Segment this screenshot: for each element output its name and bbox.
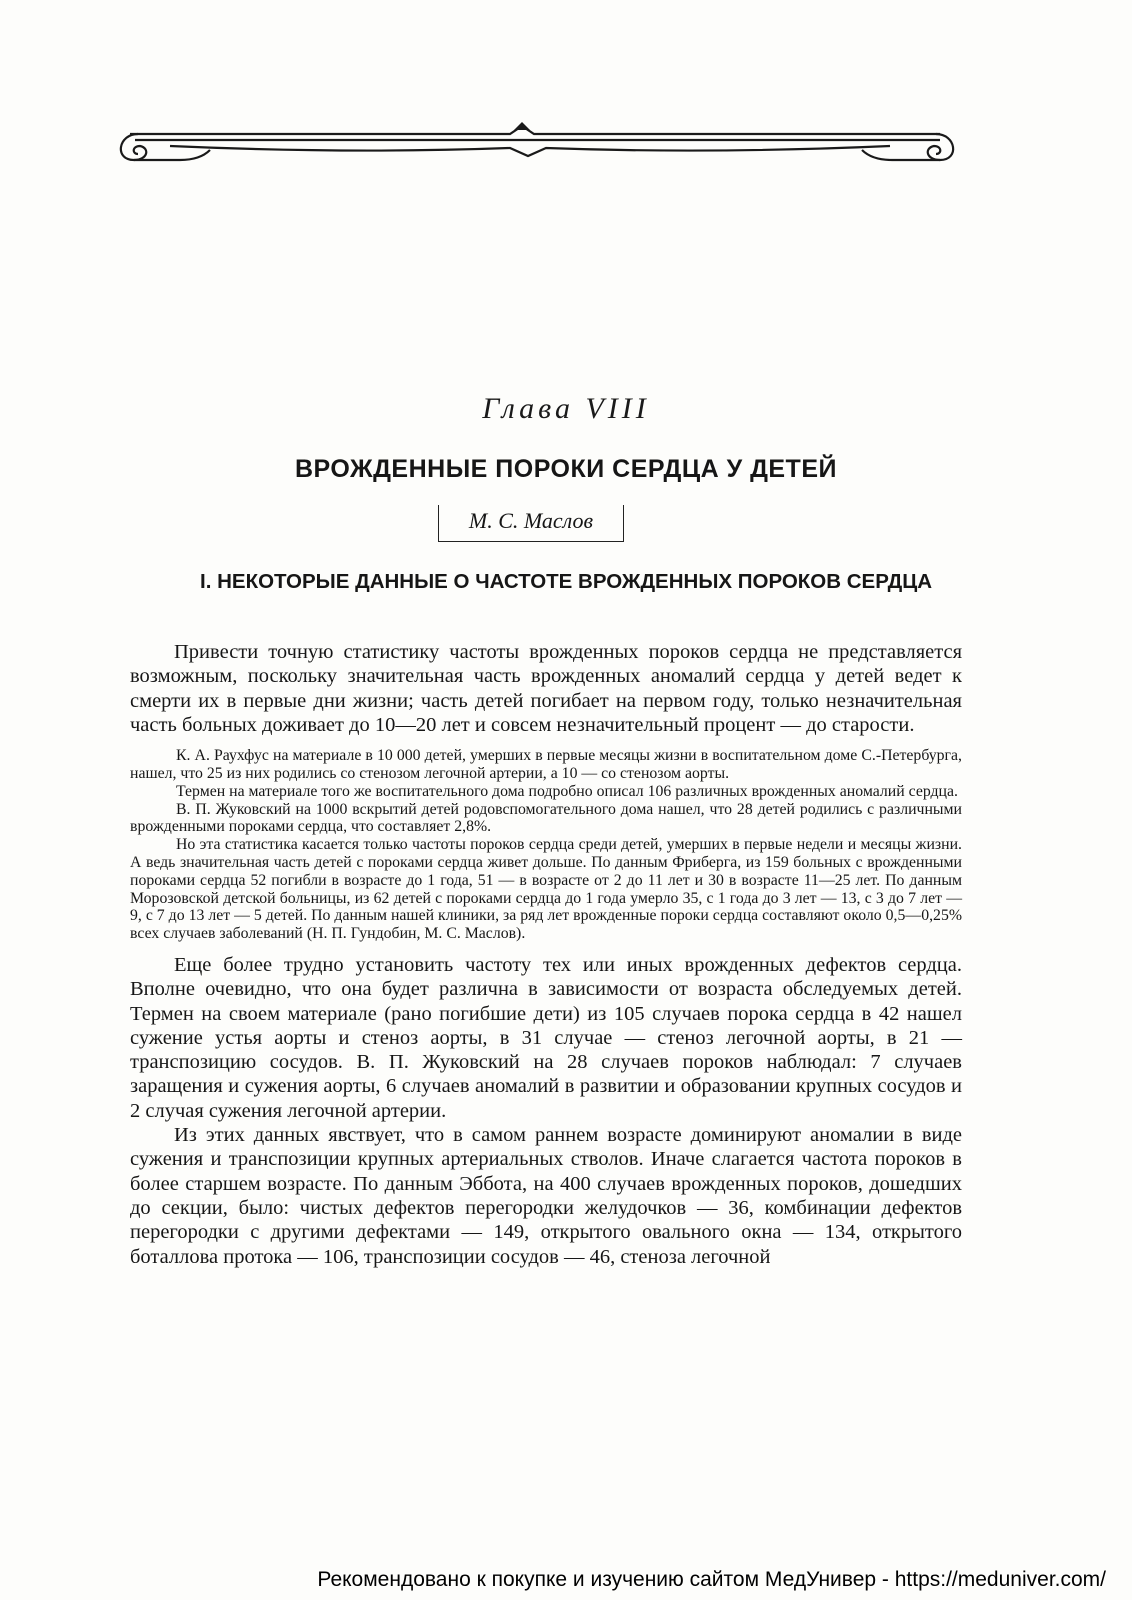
paragraph-2: Еще более трудно установить частоту тех или иных врожденных дефектов сердца. Вполне очевидно, что она будет различна в зависимости от возраста обследуемых детей. Термен на своем материале (рано погибшие дети) из 105 случаев порока сердца в 42 нашел сужение устья аорты и стеноз аорты, в 31 случае — стеноз легочной аорты, в 21 — транспозицию сосудов. В. П. Жуковский на 28 случаев пороков наблюдал: 7 случаев заращения и сужения аорты, 6 случаев аномалий в развитии и образовании крупных сосудов и 2 случая сужения легочной артерии. <box>130 953 962 1122</box>
paragraph-3: Из этих данных явствует, что в самом раннем возрасте доминируют аномалии в виде сужения и транспозиции крупных артериальных стволов. Иначе слагается частота пороков в более старшем возрасте. По данным Эббота, на 400 случаев врожденных пороков, дошедших до секции, было: чистых дефектов перегородки желудочков — 36, комбинации дефектов перегородки с другими дефектами — 149, открытого овального окна — 134, открытого боталлова протока — 106, транспозиции сосудов — 46, стеноза легочной <box>130 1124 962 1268</box>
chapter-label: Глава VIII <box>482 392 650 425</box>
footer-recommendation: Рекомендовано к покупке и изучению сайтом МедУнивер - https://meduniver.com/ <box>317 1568 1106 1591</box>
small-paragraph-4: Но эта статистика касается только частоты пороков сердца среди детей, умерших в первые недели и месяцы жизни. А ведь значительная часть детей с пороками сердца живет дольше. По данным Фриберга, из 159 больных с врожденными пороками сердца 52 погибли в возрасте до 1 года, 51 — в возрасте от 2 до 11 лет и 30 в возрасте 11—25 лет. По данным Морозовской детской больницы, из 62 детей с пороками сердца до 1 года умерло 35, с 1 года до 3 лет — 13, с 3 до 7 лет — 9, с 7 до 13 лет — 5 детей. По данным нашей клиники, за ряд лет врожденные пороки сердца составляют около 0,5—0,25% всех случаев заболеваний (Н. П. Гундобин, М. С. Маслов). <box>130 836 962 943</box>
author-name: М. С. Маслов <box>468 508 594 533</box>
chapter-title: ВРОЖДЕННЫЕ ПОРОКИ СЕРДЦА У ДЕТЕЙ <box>295 455 837 483</box>
author-frame <box>438 505 624 542</box>
body-text <box>130 640 962 1269</box>
small-paragraph-1: К. А. Раухфус на материале в 10 000 детей, умерших в первые месяцы жизни в воспитательном доме С.-Петербурга, нашел, что 25 из них родились со стенозом легочной артерии, а 10 — со стенозом аорты. <box>130 747 962 782</box>
paragraph-intro: Привести точную статистику частоты врожденных пороков сердца не представляется возможным, поскольку значительная часть врожденных аномалий сердца у детей ведет к смерти их в первые дни жизни; часть детей погибает на первом году, только незначительная часть больных доживает до 10—20 лет и совсем незначительный процент — до старости. <box>130 641 962 736</box>
small-paragraph-3: В. П. Жуковский на 1000 вскрытий детей родовспомогательного дома нашел, что 28 детей родились с различными врожденными пороками сердца, что составляет 2,8%. <box>130 800 962 836</box>
decorative-header-ornament <box>110 116 960 176</box>
section-heading: I. НЕКОТОРЫЕ ДАННЫЕ О ЧАСТОТЕ ВРОЖДЕННЫХ ПОРОКОВ СЕРДЦА <box>200 570 932 593</box>
small-paragraph-2: Термен на материале того же воспитательного дома подробно описал 106 различных врожденных аномалий сердца. <box>176 782 958 800</box>
